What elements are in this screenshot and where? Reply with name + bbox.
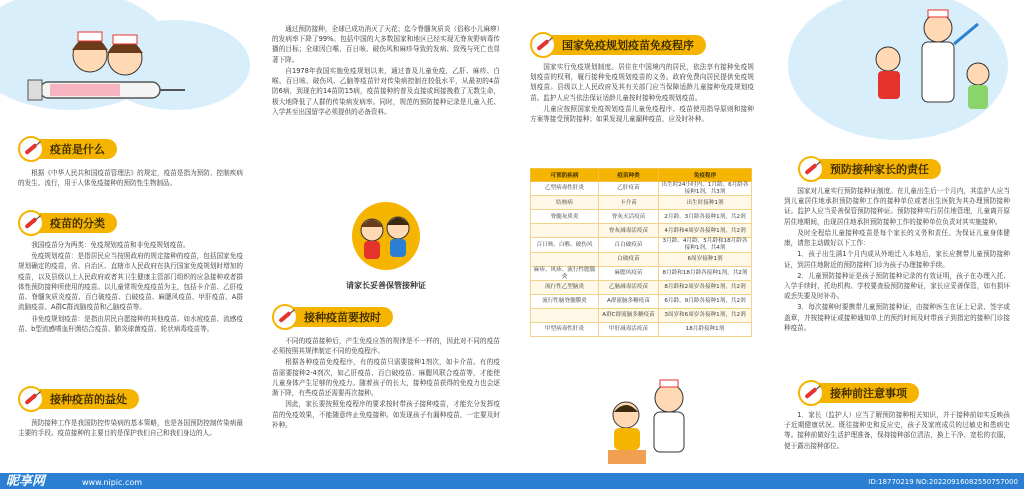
table-header-cell: 免疫程序	[659, 169, 752, 182]
panel-1	[0, 0, 258, 489]
kids-running-illustration	[336, 200, 436, 272]
table-cell: A群流脑多糖疫苗	[599, 295, 659, 309]
schedule-table	[530, 168, 752, 337]
table-row	[531, 238, 752, 252]
watermark-url: www.nipic.com	[82, 478, 143, 487]
paragraph: 非免疫规划疫苗：是指由居民自愿接种的其他疫苗。如水痘疫苗、流感疫苗、b型流感嗜血杆菌结合疫苗、肺炎球菌疫苗、轮状病毒疫苗等。	[18, 314, 243, 333]
panel-2	[258, 0, 514, 489]
table-cell: 18月龄接种1剂	[659, 323, 752, 337]
doctor-child-illustration	[594, 370, 704, 470]
syringe-icon	[798, 380, 824, 406]
paragraph: 根据《中华人民共和国疫苗管理法》的规定，疫苗是指为预防、控制疾病的发生、流行，用于人体免疫接种的预防性生物制品。	[18, 169, 243, 188]
section-header-parent-duty	[798, 158, 941, 180]
watermark-brand: 昵享网	[6, 474, 46, 489]
table-cell: 出生时接种1剂	[659, 196, 752, 210]
section-body	[18, 240, 243, 335]
section-body	[784, 410, 1010, 452]
table-cell: 4月龄和4周岁各接种1剂，共2剂	[659, 224, 752, 238]
table-cell: 百白破疫苗	[599, 238, 659, 252]
table-cell: 结核病	[531, 196, 599, 210]
table-cell: 麻腮风疫苗	[599, 266, 659, 280]
section-header-vaccine-types	[18, 212, 117, 234]
section-title: 国家免疫规划疫苗免疫程序	[562, 39, 694, 52]
section-header-on-time	[272, 306, 393, 328]
paragraph: 2．儿童预防接种证是孩子预防接种记录的有效证明，孩子在办理入托、入学手续时，托幼机构、学校要查验预防接种证，家长应妥善保管，如有损坏或丢失要及时补办。	[784, 271, 1010, 301]
kids-syringe-illustration	[20, 20, 190, 120]
section-title: 预防接种家长的责任	[830, 163, 929, 176]
section-body	[18, 168, 243, 189]
table-body	[531, 182, 752, 337]
intro-text	[272, 24, 500, 118]
table-cell: 8月龄和18月龄各接种1剂，共2剂	[659, 266, 752, 280]
table-cell: 3周岁和6周岁各接种1剂，共2剂	[659, 309, 752, 323]
table-header-cell: 疫苗种类	[599, 169, 659, 182]
paragraph: 通过预防接种，全球已成功消灭了天花；迄今脊髓灰质炎（俗称小儿麻痹）的发病率下降了99%。包括中国的大多数国家和地区已经实现无脊灰野病毒传播的目标；全球因白喉、百日咳、破伤风和麻疹导致的发病、致残与死亡也显著下降。	[272, 25, 500, 64]
syringe-icon	[18, 386, 44, 412]
table-cell	[531, 309, 599, 323]
table-cell: 卡介苗	[599, 196, 659, 210]
table-cell: 脊灰减毒活疫苗	[599, 224, 659, 238]
paragraph: 因此，家长要按照免疫程序的要求按时带孩子接种疫苗，才能充分发挥疫苗的免疫效果，不能随意终止免疫接种。如发现孩子有漏种疫苗，一定要及时补种。	[272, 400, 500, 429]
paragraph: 国家对儿童实行预防接种证制度。在儿童出生后一个月内，其监护人应当到儿童居住地承担预防接种工作的接种单位或者出生医院为其办理预防接种证。监护人应当妥善保管预防接种证。预防接种实行居住地管理，儿童离开原居住地期间，由现居住地承担预防接种工作的接种单位负责对其实施接种。	[784, 187, 1010, 226]
syringe-icon	[272, 304, 298, 330]
paragraph: 根据各种疫苗免疫程序，有的疫苗只需要接种1剂次，如卡介苗。有的疫苗需要接种2-4剂次，如乙肝疫苗、百白破疫苗、麻腮风联合疫苗等，才能使儿童身体产生足够的免疫力。随着孩子的长大，接种疫苗获得的免疫力也会逐渐下降，有些疫苗还需要再次接种。	[272, 358, 500, 398]
table-cell: 麻疹、风疹、流行性腮腺炎	[531, 266, 599, 280]
paragraph: 3．每次接种时要携带儿童预防接种证，由接种医生在证上记录、签字或盖章，并按接种证或接种通知单上的预约时间及时带孩子到指定的接种门诊接种疫苗。	[784, 303, 1010, 332]
table-row	[531, 266, 752, 280]
paragraph: 国家实行免疫规划制度。居住在中国境内的居民，依法享有接种免疫规划疫苗的权利，履行接种免疫规划疫苗的义务。政府免费向居民提供免疫规划疫苗。县级以上人民政府及其有关部门应当保障适龄儿童接种免疫规划疫苗。监护人应当依法保证适龄儿童按时接种免疫规划疫苗。	[530, 63, 754, 102]
table-cell: A群C群流脑多糖疫苗	[599, 309, 659, 323]
table-row	[531, 252, 752, 266]
table-row	[531, 323, 752, 337]
table-cell: 乙脑减毒活疫苗	[599, 281, 659, 295]
doctor-kids-illustration	[858, 4, 998, 122]
table-cell: 白破疫苗	[599, 252, 659, 266]
table-row	[531, 196, 752, 210]
paragraph: 预防接种工作是我国防控传染病的基本策略，也是各国预防控制传染病最主要的手段。疫苗接种的主要目的是保护我们自己和我们身边的人。	[18, 419, 243, 438]
table-cell: 甲肝减毒活疫苗	[599, 323, 659, 337]
section-body	[530, 62, 754, 125]
table-cell: 出生时24小时内、1月龄、6月龄各接种1剂，共3剂	[659, 182, 752, 196]
table-row	[531, 224, 752, 238]
section-header-vaccine-benefits	[18, 388, 139, 410]
paragraph: 1．家长（监护人）应当了解预防接种相关知识，并于接种前如实反映孩子近期健康状况、既往接种史和反应史，孩子及家庭成员的过敏史和患病史等。接种前做好生活护理准备，保持接种部位清洁，换上干净、宽松的衣服，便于露出接种部位。	[784, 411, 1010, 450]
section-title: 疫苗是什么	[50, 143, 105, 156]
table-cell: 流行性乙型脑炎	[531, 281, 599, 295]
section-header-precautions	[798, 382, 919, 404]
paragraph: 不同的疫苗接种后，产生免疫应答的规律是不一样的，因此对不同的疫苗必须按照其规律制定不同的免疫程序。	[272, 337, 500, 356]
syringe-icon	[18, 210, 44, 236]
table-cell: 流行性脑脊髓膜炎	[531, 295, 599, 309]
watermark-id: ID:18770219 NO:20220916082550757000	[868, 478, 1018, 486]
table-header-cell: 可预防疾病	[531, 169, 599, 182]
paragraph: 及时全程给儿童接种疫苗是每个家长的义务和责任。为保证儿童身体健康，请您主动做好以下工作：	[784, 228, 1010, 248]
table-cell: 百日咳、白喉、破伤风	[531, 238, 599, 252]
section-header-what-is-vaccine	[18, 138, 117, 160]
section-title: 接种前注意事项	[830, 387, 907, 400]
table-cell: 甲型病毒性肝炎	[531, 323, 599, 337]
section-title: 疫苗的分类	[50, 217, 105, 230]
caption: 请家长妥善保管接种证	[346, 281, 426, 290]
paragraph: 1．孩子出生满1个月内或从外地迁入本地后，家长应携带儿童预防接种证，到居住地附近的预防接种门诊为孩子办理接种手续。	[784, 250, 1010, 269]
syringe-icon	[798, 156, 824, 182]
section-body	[18, 418, 243, 439]
table-cell: 6月龄、9月龄各接种1剂，共2剂	[659, 295, 752, 309]
table-cell	[531, 224, 599, 238]
panel-4	[768, 0, 1024, 489]
section-body	[272, 336, 500, 431]
table-cell: 脊灰灭活疫苗	[599, 210, 659, 224]
table-cell: 脊髓灰质炎	[531, 210, 599, 224]
table-cell	[531, 252, 599, 266]
table-row	[531, 281, 752, 295]
table-row	[531, 210, 752, 224]
syringe-icon	[18, 136, 44, 162]
table-cell: 2月龄、3月龄各接种1剂，共2剂	[659, 210, 752, 224]
section-header-schedule	[530, 34, 706, 56]
table-row	[531, 309, 752, 323]
table-row	[531, 295, 752, 309]
table-cell: 3月龄、4月龄、5月龄和18月龄各接种1剂，共4剂	[659, 238, 752, 252]
paragraph: 免疫规划疫苗：是指居民应当按照政府的规定接种的疫苗，包括国家免疫规划确定的疫苗，省、自治区、直辖市人民政府在执行国家免疫规划时增加的疫苗，以及县级以上人民政府或者其卫生健康主管部门组织的应急接种或者群体性预防接种所使用的疫苗。以儿童常规免疫疫苗为主，包括卡介苗、乙肝疫苗、脊髓灰质炎疫苗、百白破疫苗、白破疫苗、麻腮风疫苗、甲肝疫苗、A群流脑疫苗、A群C群流脑疫苗和乙脑疫苗等。	[18, 252, 243, 312]
table-row	[531, 182, 752, 196]
table-cell: 乙肝疫苗	[599, 182, 659, 196]
paragraph: 我国疫苗分为两类：免疫规划疫苗和非免疫规划疫苗。	[31, 241, 190, 249]
paragraph: 自1978年我国实施免疫规划以来，通过普及儿童免疫，乙肝、麻疹、白喉、百日咳、破伤风、乙脑等疫苗针对传染病控制在较低水平，从最初的4苗防6病，到现在的14苗防15病，疫苗接种的普及直接或间接挽救了无数生命，极大地降低了人群的传染病发病率。同时，规范的预防接种记录是儿童入托、入学甚至出国留学必须提供的必备资料。	[272, 66, 500, 116]
table-cell: 乙型病毒性肝炎	[531, 182, 599, 196]
table-cell: 8月龄和2周岁各接种1剂，共2剂	[659, 281, 752, 295]
table-cell: 6周岁接种1剂	[659, 252, 752, 266]
syringe-icon	[530, 32, 556, 58]
section-body	[784, 186, 1010, 334]
section-title: 接种疫苗要按时	[304, 311, 381, 324]
table-header-row	[531, 169, 752, 182]
panel-3	[514, 0, 768, 489]
section-title: 接种疫苗的益处	[50, 393, 127, 406]
paragraph: 儿童应按照国家免疫规划疫苗儿童免疫程序、疫苗使用指导原则和接种方案等接受预防接种；如果发现儿童漏种疫苗，应及时补种。	[530, 104, 754, 124]
